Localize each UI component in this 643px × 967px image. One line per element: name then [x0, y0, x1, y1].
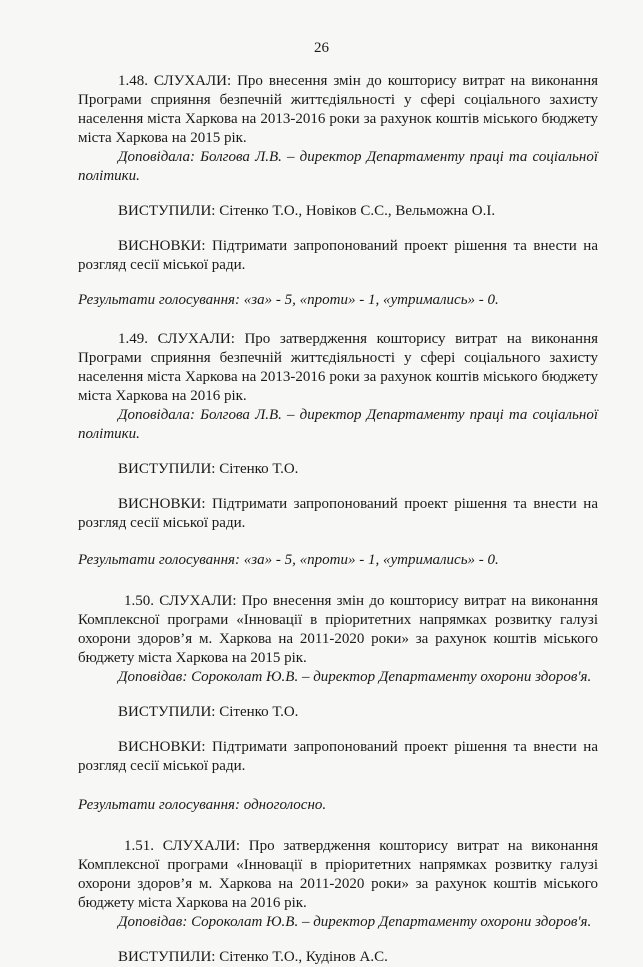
item-spoke: ВИСТУПИЛИ: Сітенко Т.О., Новіков С.С., Вельможна О.І. [118, 203, 496, 219]
item-conclusion: ВИСНОВКИ: Підтримати запропонований проект рішення та внести на розгляд сесії міської ради. [78, 238, 598, 273]
item-conclusion: ВИСНОВКИ: Підтримати запропонований проект рішення та внести на розгляд сесії міської ради. [78, 496, 598, 531]
item-heard: 1.50. СЛУХАЛИ: Про внесення змін до кошторису витрат на виконання Комплексної програми «Інновації в пріоритетних напрямках розвитку галузі охорони здоров’я м. Харкова на 2011-2020 роки» за рахунок коштів міського бюджету міста Харкова на 2015 рік. [78, 593, 598, 666]
item-speaker: Доповідав: Сороколат Ю.В. – директор Департаменту охорони здоров'я. [118, 669, 592, 685]
item-spoke: ВИСТУПИЛИ: Сітенко Т.О. [118, 461, 299, 477]
item-speaker: Доповідала: Болгова Л.В. – директор Департаменту праці та соціальної політики. [78, 407, 598, 442]
item-vote: Результати голосування: одноголосно. [78, 797, 327, 813]
item-heard: 1.48. СЛУХАЛИ: Про внесення змін до кошторису витрат на виконання Програми сприяння безпечній життєдіяльності у сфері соціального захисту населення міста Харкова на 2013-2016 роки за рахунок коштів міського бюджету міста Харкова на 2015 рік. [78, 73, 598, 146]
item-speaker: Доповідала: Болгова Л.В. – директор Департаменту праці та соціальної політики. [78, 149, 598, 184]
item-conclusion: ВИСНОВКИ: Підтримати запропонований проект рішення та внести на розгляд сесії міської ради. [78, 739, 598, 774]
item-heard: 1.51. СЛУХАЛИ: Про затвердження кошторису витрат на виконання Комплексної програми «Інновації в пріоритетних напрямках розвитку галузі охорони здоров’я м. Харкова на 2011-2020 роки» за рахунок коштів міського бюджету міста Харкова на 2016 рік. [78, 838, 598, 911]
item-vote: Результати голосування: «за» - 5, «проти» - 1, «утримались» - 0. [78, 552, 499, 568]
document-body [78, 72, 598, 967]
item-heard: 1.49. СЛУХАЛИ: Про затвердження кошторису витрат на виконання Програми сприяння безпечній життєдіяльності у сфері соціального захисту населення міста Харкова на 2013-2016 роки за рахунок коштів міського бюджету міста Харкова на 2016 рік. [78, 331, 598, 404]
item-speaker: Доповідав: Сороколат Ю.В. – директор Департаменту охорони здоров'я. [118, 914, 592, 930]
page-number: 26 [314, 40, 329, 56]
item-spoke: ВИСТУПИЛИ: Сітенко Т.О., Кудінов А.С. [118, 949, 388, 965]
item-vote: Результати голосування: «за» - 5, «проти» - 1, «утримались» - 0. [78, 292, 499, 308]
item-spoke: ВИСТУПИЛИ: Сітенко Т.О. [118, 704, 299, 720]
